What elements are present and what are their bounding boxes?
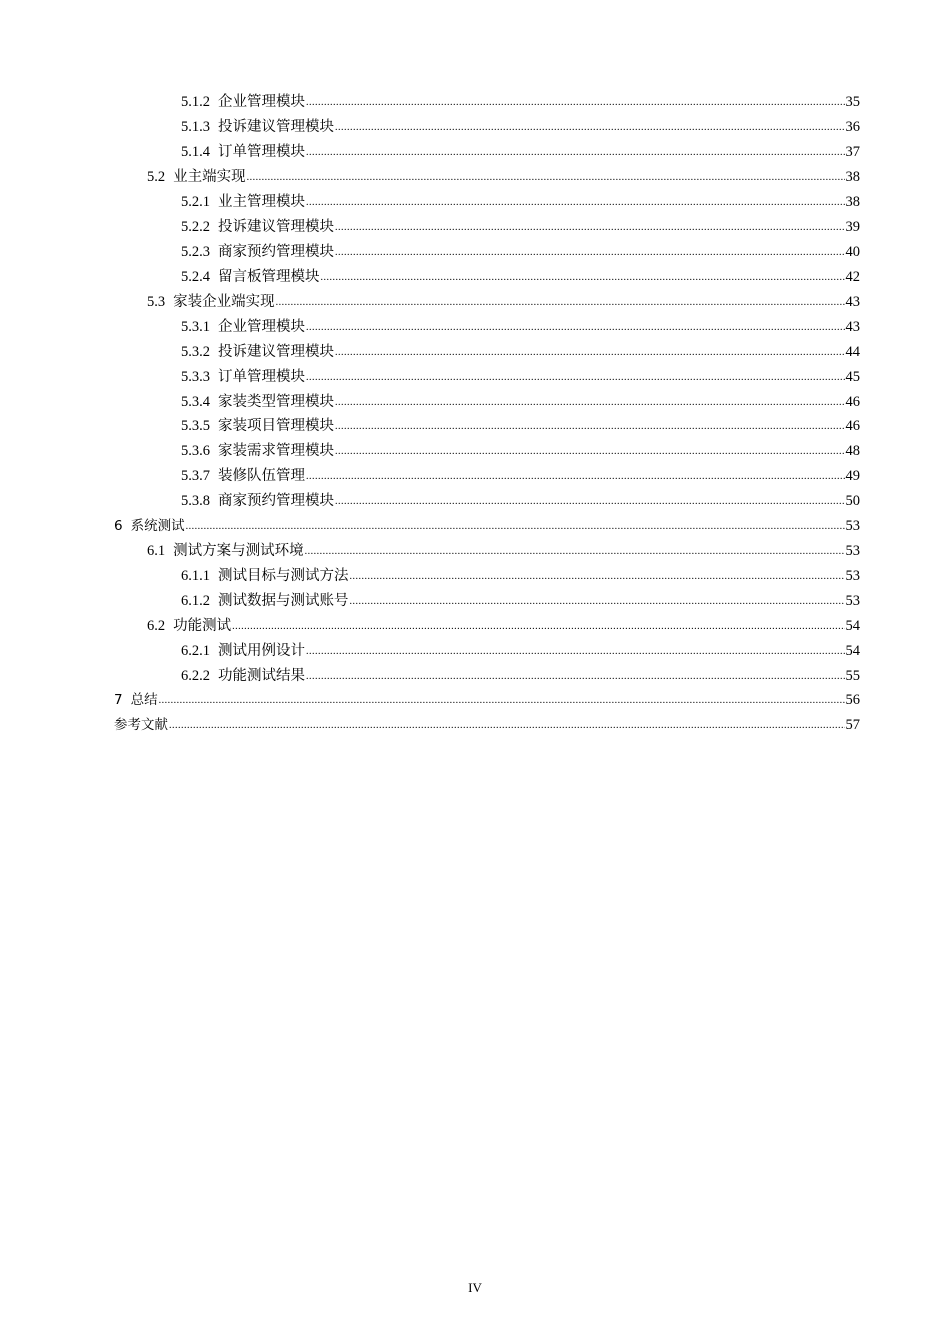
dot-leader bbox=[335, 415, 845, 439]
toc-entry[interactable] bbox=[114, 688, 860, 712]
toc-entry[interactable] bbox=[114, 713, 860, 737]
dot-leader bbox=[169, 714, 845, 738]
dot-leader bbox=[306, 191, 845, 215]
dot-leader bbox=[335, 440, 845, 464]
dot-leader bbox=[350, 565, 845, 589]
dot-leader bbox=[306, 366, 845, 390]
dot-leader bbox=[276, 291, 845, 315]
toc-page-number: 38 bbox=[845, 169, 860, 185]
toc-title: 投诉建议管理模块 bbox=[218, 119, 334, 135]
toc-number: 5.2.4 bbox=[181, 269, 210, 285]
dot-leader bbox=[306, 465, 845, 489]
dot-leader bbox=[321, 266, 845, 290]
dot-leader bbox=[335, 490, 845, 514]
toc-title: 总结 bbox=[130, 692, 158, 708]
dot-leader bbox=[306, 141, 845, 165]
toc-title: 测试用例设计 bbox=[218, 643, 305, 659]
toc-entry[interactable] bbox=[181, 315, 860, 339]
toc-title: 系统测试 bbox=[130, 518, 185, 534]
dot-leader bbox=[335, 341, 845, 365]
toc-title: 家装需求管理模块 bbox=[218, 443, 334, 459]
toc-number: 5.2 bbox=[147, 169, 166, 185]
toc-title: 订单管理模块 bbox=[218, 369, 305, 385]
toc-entry[interactable] bbox=[181, 439, 860, 463]
toc-page-number: 45 bbox=[845, 369, 860, 385]
toc-title: 功能测试结果 bbox=[218, 668, 305, 684]
toc-entry[interactable] bbox=[147, 614, 860, 638]
toc-page-number: 42 bbox=[845, 269, 860, 285]
toc-title: 订单管理模块 bbox=[218, 144, 305, 160]
toc-page-number: 57 bbox=[845, 717, 860, 733]
toc-number: 5.1.3 bbox=[181, 119, 210, 135]
toc-entry[interactable] bbox=[181, 215, 860, 239]
toc-entry[interactable] bbox=[147, 290, 860, 314]
toc-page-number: 44 bbox=[845, 344, 860, 360]
dot-leader bbox=[306, 665, 845, 689]
dot-leader bbox=[306, 91, 845, 115]
toc-entry[interactable] bbox=[147, 539, 860, 563]
toc-number: 5.3.1 bbox=[181, 319, 210, 335]
dot-leader bbox=[247, 166, 845, 190]
toc-title: 家装企业端实现 bbox=[173, 294, 275, 310]
toc-page-number: 53 bbox=[845, 593, 860, 609]
toc-entry[interactable] bbox=[147, 165, 860, 189]
dot-leader bbox=[350, 590, 845, 614]
dot-leader bbox=[232, 615, 844, 639]
toc-number: 5.2.2 bbox=[181, 219, 210, 235]
toc-title: 装修队伍管理 bbox=[218, 468, 305, 484]
toc-entry[interactable] bbox=[181, 265, 860, 289]
toc-title: 测试目标与测试方法 bbox=[218, 568, 349, 584]
toc-page-number: 35 bbox=[845, 94, 860, 110]
toc-title: 家装项目管理模块 bbox=[218, 418, 334, 434]
toc-page-number: 56 bbox=[845, 692, 860, 708]
toc-page-number: 49 bbox=[845, 468, 860, 484]
toc-number: 5.3.3 bbox=[181, 369, 210, 385]
toc-number: 6.2.1 bbox=[181, 643, 210, 659]
toc-title: 家装类型管理模块 bbox=[218, 394, 334, 410]
page-footer-number: IV bbox=[468, 1280, 482, 1295]
toc-number: 5.3 bbox=[147, 294, 166, 310]
toc-title: 投诉建议管理模块 bbox=[218, 219, 334, 235]
dot-leader bbox=[335, 116, 845, 140]
toc-number: 5.3.6 bbox=[181, 443, 210, 459]
toc-number: 5.2.1 bbox=[181, 194, 210, 210]
toc-entry[interactable] bbox=[181, 464, 860, 488]
toc-page-number: 46 bbox=[845, 418, 860, 434]
toc-number: 6.1 bbox=[147, 543, 166, 559]
toc-page-number: 38 bbox=[845, 194, 860, 210]
toc-entry[interactable] bbox=[181, 365, 860, 389]
toc-title: 业主端实现 bbox=[173, 169, 246, 185]
toc-number: 5.3.7 bbox=[181, 468, 210, 484]
toc-page-number: 46 bbox=[845, 394, 860, 410]
dot-leader bbox=[159, 689, 845, 713]
toc-entry[interactable] bbox=[181, 240, 860, 264]
toc-page-number: 50 bbox=[845, 493, 860, 509]
toc-number: 6.1.1 bbox=[181, 568, 210, 584]
toc-title: 测试数据与测试账号 bbox=[218, 593, 349, 609]
toc-page-number: 53 bbox=[845, 518, 860, 534]
toc-page-number: 54 bbox=[845, 618, 860, 634]
toc-title: 参考文献 bbox=[114, 717, 168, 733]
toc-page-number: 40 bbox=[845, 244, 860, 260]
toc-number: 5.1.2 bbox=[181, 94, 210, 110]
toc-entry[interactable] bbox=[181, 564, 860, 588]
toc-page-number: 53 bbox=[845, 543, 860, 559]
dot-leader bbox=[335, 391, 845, 415]
toc-entry[interactable] bbox=[181, 115, 860, 139]
toc-entry[interactable] bbox=[181, 90, 860, 114]
toc-number: 5.1.4 bbox=[181, 144, 210, 160]
toc-title: 留言板管理模块 bbox=[218, 269, 320, 285]
toc-number: 5.3.2 bbox=[181, 344, 210, 360]
toc-number: 6.2.2 bbox=[181, 668, 210, 684]
toc-page-number: 55 bbox=[845, 668, 860, 684]
dot-leader bbox=[306, 640, 845, 664]
toc-page-number: 37 bbox=[845, 144, 860, 160]
toc-number: 6.1.2 bbox=[181, 593, 210, 609]
toc-entry[interactable] bbox=[181, 414, 860, 438]
dot-leader bbox=[305, 540, 845, 564]
toc-entry[interactable] bbox=[181, 589, 860, 613]
toc-title: 商家预约管理模块 bbox=[218, 244, 334, 260]
toc-entry[interactable] bbox=[181, 140, 860, 164]
toc-entry[interactable] bbox=[181, 340, 860, 364]
dot-leader bbox=[186, 515, 845, 539]
toc-title: 测试方案与测试环境 bbox=[173, 543, 304, 559]
toc-number: 5.3.5 bbox=[181, 418, 210, 434]
toc-entry[interactable] bbox=[181, 390, 860, 414]
toc-title: 投诉建议管理模块 bbox=[218, 344, 334, 360]
toc-title: 业主管理模块 bbox=[218, 194, 305, 210]
toc-entry[interactable] bbox=[114, 514, 860, 538]
toc-number: 6 bbox=[114, 518, 123, 534]
toc-page-number: 36 bbox=[845, 119, 860, 135]
toc-page-number: 54 bbox=[845, 643, 860, 659]
toc-number: 5.3.4 bbox=[181, 394, 210, 410]
toc-number: 5.3.8 bbox=[181, 493, 210, 509]
toc-title: 功能测试 bbox=[173, 618, 232, 634]
toc-number: 6.2 bbox=[147, 618, 166, 634]
toc-entry[interactable] bbox=[181, 664, 860, 688]
toc-title: 商家预约管理模块 bbox=[218, 493, 334, 509]
toc-page-number: 43 bbox=[845, 294, 860, 310]
toc-title: 企业管理模块 bbox=[218, 94, 305, 110]
dot-leader bbox=[335, 216, 845, 240]
toc-entry[interactable] bbox=[181, 489, 860, 513]
toc-page-number: 39 bbox=[845, 219, 860, 235]
toc-page-number: 43 bbox=[845, 319, 860, 335]
toc-number: 7 bbox=[114, 692, 123, 708]
dot-leader bbox=[306, 316, 845, 340]
toc-page-number: 53 bbox=[845, 568, 860, 584]
toc-number: 5.2.3 bbox=[181, 244, 210, 260]
toc-entry[interactable] bbox=[181, 639, 860, 663]
dot-leader bbox=[335, 241, 845, 265]
toc-page-number: 48 bbox=[845, 443, 860, 459]
toc-entry[interactable] bbox=[181, 190, 860, 214]
toc-title: 企业管理模块 bbox=[218, 319, 305, 335]
